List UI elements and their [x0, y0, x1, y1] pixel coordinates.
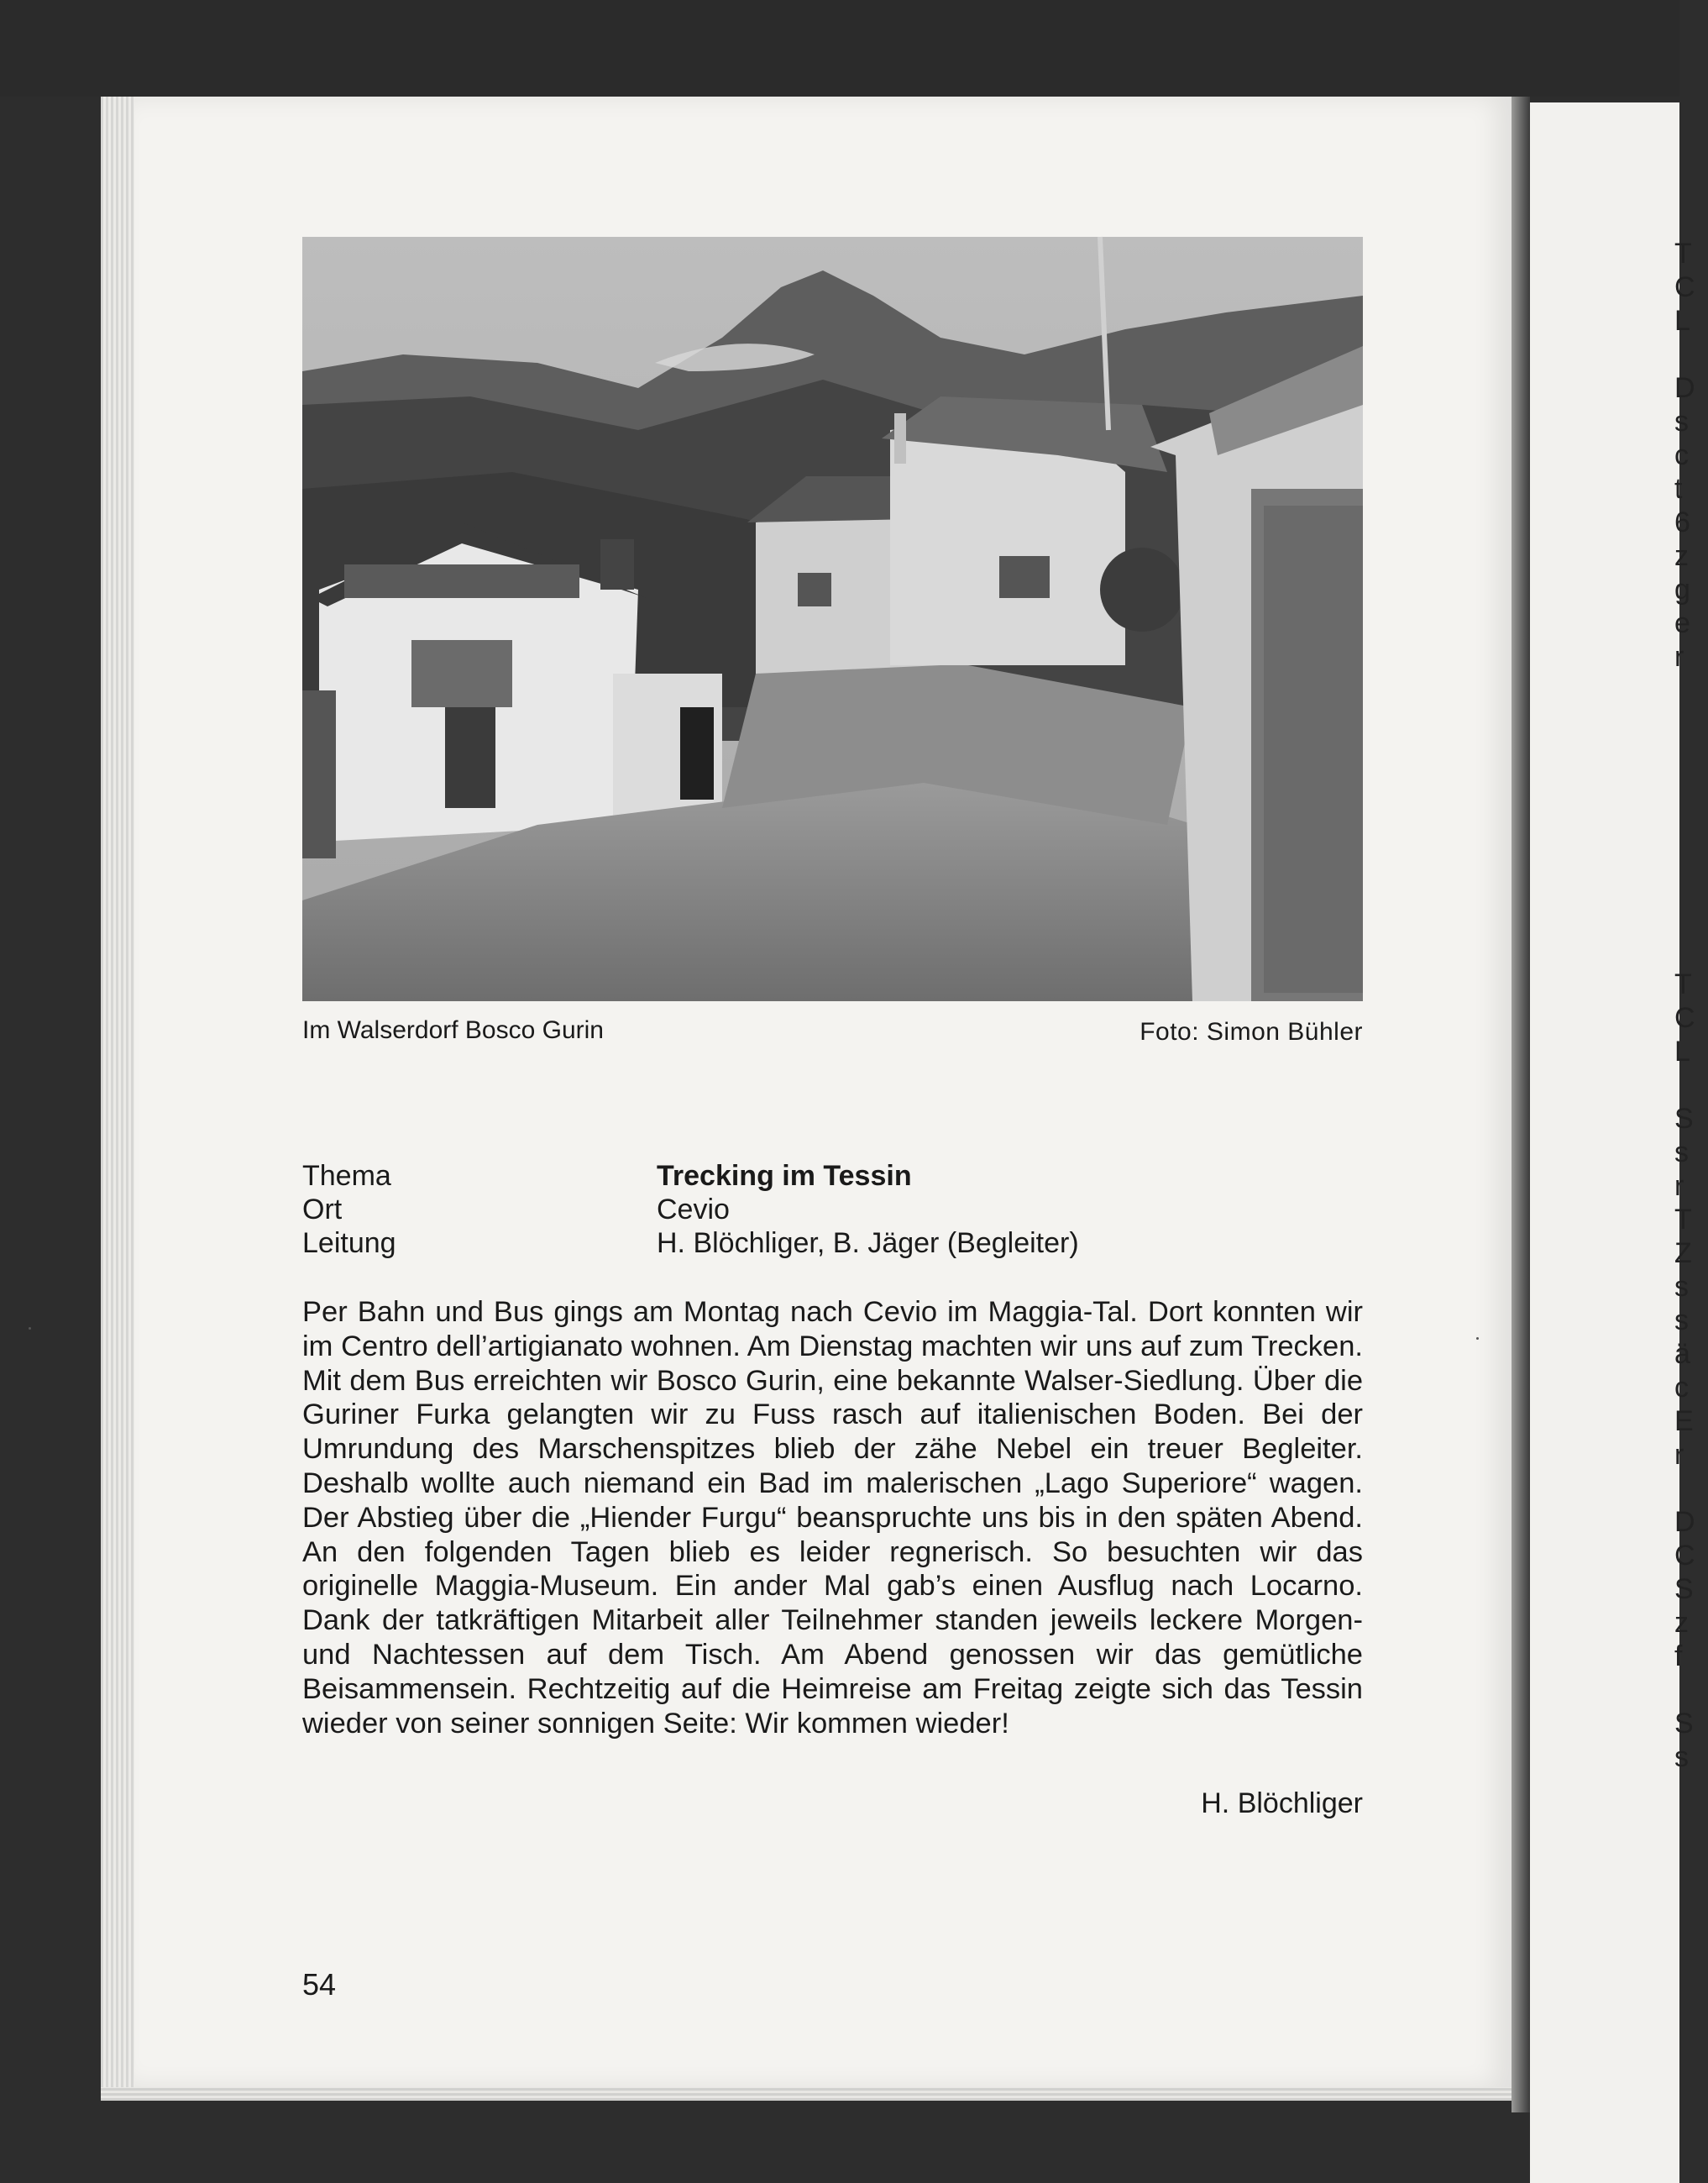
next-page-fragment: T — [1674, 238, 1692, 270]
next-page-fragment: r — [1674, 1170, 1684, 1202]
next-page-partial — [1530, 102, 1695, 2183]
next-page-fragment: z — [1674, 1607, 1689, 1639]
next-page-fragment: E — [1674, 1405, 1694, 1437]
next-page-fragment: s — [1674, 1741, 1689, 1773]
photo-caption: Im Walserdorf Bosco Gurin — [302, 1016, 604, 1044]
next-page-fragment: S — [1674, 1573, 1694, 1605]
next-page-fragment: Z — [1674, 1237, 1692, 1269]
next-page-fragment: C — [1674, 271, 1695, 303]
next-page-fragment: L — [1674, 305, 1690, 337]
next-page-fragment: r — [1674, 641, 1684, 673]
next-page-fragment: f — [1674, 1640, 1683, 1672]
next-page-fragment: 6 — [1674, 506, 1690, 538]
next-page-fragment: L — [1674, 1036, 1690, 1068]
scan-speck — [1476, 1337, 1479, 1340]
book-gutter — [1512, 97, 1530, 2112]
next-page-fragment: s — [1674, 1304, 1689, 1336]
meta-label-leitung: Leitung — [302, 1227, 396, 1259]
article-body: Per Bahn und Bus gings am Montag nach Cevio im Maggia-Tal. Dort konnten wir im Centro dell’artigianato wohnen. Am Dienstag machten wir uns auf zum Trecken. Mit dem Bus erreichten wir Bosco Gurin, eine bekannte Walser-Siedlung. Über die Guriner Furka gelangten wir zu Fuss rasch auf italienischen Boden. Bei der Umrundung des Marschenspitzes blieb der zähe Nebel ein treuer Begleiter. Deshalb wollte auch niemand ein Bad im malerischen „Lago Superiore“ wagen. Der Abstieg über die „Hiender Furgu“ beanspruchte uns bis in den späten Abend. An den folgenden Tagen blieb es leider regnerisch. So besuchten wir das originelle Maggia-Museum. Ein ander Mal gab’s einen Ausflug nach Locarno. Dank der tatkräftigen Mitarbeit aller Teilnehmer standen jeweils leckere Morgen- und Nachtessen auf dem Tisch. Am Abend genossen wir das gemütliche Beisammensein. Rechtzeitig auf die Heimreise am Freitag zeigte sich das Tessin wieder von seiner sonnigen Seite: Wir kommen wieder! — [302, 1296, 1363, 1740]
scan-speck — [29, 1327, 31, 1330]
village-photo-drawing — [302, 237, 1363, 1001]
next-page-fragment: C — [1674, 1540, 1695, 1572]
meta-label-ort: Ort — [302, 1194, 343, 1225]
next-page-fragment: ä — [1674, 1338, 1690, 1370]
next-page-fragment: r — [1674, 1439, 1684, 1471]
photo-credit: Foto: Simon Bühler — [1140, 1018, 1363, 1046]
meta-label-thema: Thema — [302, 1160, 391, 1192]
page-stack-edge — [101, 97, 134, 2087]
village-photo — [302, 237, 1363, 1001]
next-page-fragment: s — [1674, 1271, 1689, 1303]
page-number: 54 — [302, 1967, 337, 2002]
next-page-fragment: c — [1674, 1372, 1689, 1404]
next-page-fragment: S — [1674, 1708, 1694, 1740]
trip-metadata — [302, 1159, 1363, 1260]
meta-value-leitung: H. Blöchliger, B. Jäger (Begleiter) — [657, 1227, 1079, 1259]
next-page-fragment: t — [1674, 473, 1683, 505]
next-page-fragment: z — [1674, 540, 1689, 572]
next-page-fragment: s — [1674, 1136, 1689, 1168]
page-stack-bottom — [101, 2087, 1528, 2101]
next-page-fragment: e — [1674, 607, 1690, 639]
next-page-fragment: S — [1674, 1103, 1694, 1135]
scan-background-top — [0, 0, 1679, 97]
meta-row-ort — [302, 1193, 1363, 1226]
article-title: Trecking im Tessin — [657, 1160, 912, 1192]
next-page-fragment: s — [1674, 406, 1689, 438]
meta-row-leitung — [302, 1226, 1363, 1260]
next-page-fragment: g — [1674, 574, 1690, 606]
next-page-fragment: T — [1674, 1204, 1692, 1236]
next-page-fragment: c — [1674, 439, 1689, 471]
next-page-fragment: T — [1674, 968, 1692, 1000]
next-page-fragment: C — [1674, 1002, 1695, 1034]
meta-value-ort: Cevio — [657, 1194, 730, 1225]
next-page-fragment: D — [1674, 372, 1695, 404]
article-author: H. Blöchliger — [1201, 1787, 1363, 1819]
meta-row-thema — [302, 1159, 1363, 1193]
next-page-fragment: D — [1674, 1506, 1695, 1538]
